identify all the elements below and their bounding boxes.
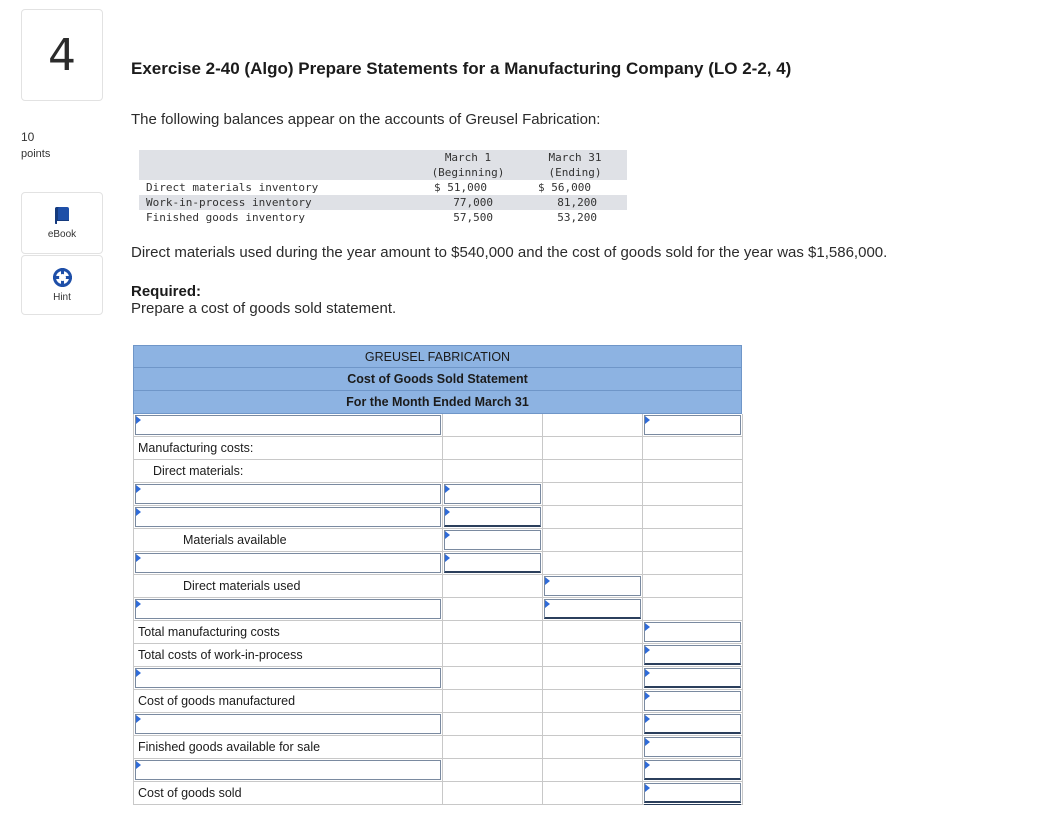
amount-input[interactable] [544, 599, 641, 619]
amount-input[interactable] [644, 760, 741, 780]
balance-row-begin: 57,500 [453, 211, 493, 224]
points-label: points [21, 148, 51, 160]
col-end-header-2: (Ending) [548, 166, 602, 179]
amount-input[interactable] [644, 714, 741, 734]
statement-period: For the Month Ended March 31 [133, 391, 742, 414]
table-row [133, 690, 742, 713]
table-row [133, 736, 742, 759]
label-input[interactable] [135, 760, 441, 780]
col-begin-header-2: (Beginning) [431, 166, 505, 179]
balance-row-end: $ 56,000 [538, 181, 591, 194]
amount-input[interactable] [644, 737, 741, 757]
table-row [133, 414, 742, 437]
label-input[interactable] [135, 714, 441, 734]
total-manufacturing-costs-label: Total manufacturing costs [138, 625, 280, 639]
label-input[interactable] [135, 668, 441, 688]
table-row [133, 552, 742, 575]
table-row [133, 437, 742, 460]
table-row [133, 575, 742, 598]
amount-input[interactable] [644, 645, 741, 665]
col-begin-header-1: March 1 [444, 151, 492, 164]
direct-materials-label: Direct materials: [153, 464, 244, 478]
materials-used-text: Direct materials used during the year amount to $540,000 and the cost of goods sold for the year was $1,586,000. [131, 244, 888, 261]
required-text: Prepare a cost of goods sold statement. [131, 300, 397, 317]
ebook-label: eBook [47, 228, 77, 240]
balance-row-label: Work-in-process inventory [146, 196, 312, 209]
cogs-worksheet [133, 345, 742, 805]
table-row [133, 483, 742, 506]
col-end-header-1: March 31 [548, 151, 602, 164]
amount-input[interactable] [644, 415, 741, 435]
table-row [133, 529, 742, 552]
hint-button[interactable] [21, 255, 103, 315]
exercise-title: Exercise 2-40 (Algo) Prepare Statements for a Manufacturing Company (LO 2-2, 4) [131, 59, 792, 78]
balance-row-end: 81,200 [557, 196, 597, 209]
amount-input[interactable] [644, 622, 741, 642]
lifebuoy-icon [53, 268, 72, 287]
table-row [133, 506, 742, 529]
label-input[interactable] [135, 599, 441, 619]
finished-goods-available-label: Finished goods available for sale [138, 740, 321, 754]
statement-name: Cost of Goods Sold Statement [133, 368, 742, 391]
question-number: 4 [21, 9, 103, 101]
table-row [133, 598, 742, 621]
table-row [133, 713, 742, 736]
balance-row-label: Direct materials inventory [146, 181, 319, 194]
label-input[interactable] [135, 553, 441, 573]
balance-row-begin: $ 51,000 [434, 181, 487, 194]
cost-of-goods-sold-label: Cost of goods sold [138, 786, 242, 800]
amount-input[interactable] [444, 553, 541, 573]
balance-row-end: 53,200 [557, 211, 597, 224]
materials-available-label: Materials available [183, 533, 287, 547]
amount-input[interactable] [644, 668, 741, 688]
direct-materials-used-label: Direct materials used [183, 579, 301, 593]
label-input[interactable] [135, 507, 441, 527]
cost-of-goods-sold-input[interactable] [644, 783, 741, 803]
balances-table [139, 150, 627, 226]
company-name: GREUSEL FABRICATION [133, 345, 742, 368]
amount-input[interactable] [544, 576, 641, 596]
ebook-button[interactable] [21, 192, 103, 254]
amount-input[interactable] [444, 530, 541, 550]
amount-input[interactable] [444, 507, 541, 527]
label-input[interactable] [135, 484, 441, 504]
total-costs-wip-label: Total costs of work-in-process [138, 648, 303, 662]
points-value: 10 [21, 130, 35, 144]
amount-input[interactable] [444, 484, 541, 504]
balance-row-label: Finished goods inventory [146, 211, 305, 224]
cost-of-goods-manufactured-label: Cost of goods manufactured [138, 694, 296, 708]
amount-input[interactable] [644, 691, 741, 711]
hint-label: Hint [53, 291, 71, 303]
balance-row-begin: 77,000 [453, 196, 493, 209]
table-row [133, 759, 742, 782]
table-row [133, 667, 742, 690]
intro-text: The following balances appear on the accounts of Greusel Fabrication: [131, 111, 601, 128]
label-input[interactable] [135, 415, 441, 435]
table-row [133, 782, 742, 805]
required-heading: Required: [131, 283, 202, 300]
manufacturing-costs-label: Manufacturing costs: [138, 441, 254, 455]
table-row [133, 460, 742, 483]
book-icon [55, 207, 69, 224]
table-row [133, 621, 742, 644]
table-row [133, 644, 742, 667]
